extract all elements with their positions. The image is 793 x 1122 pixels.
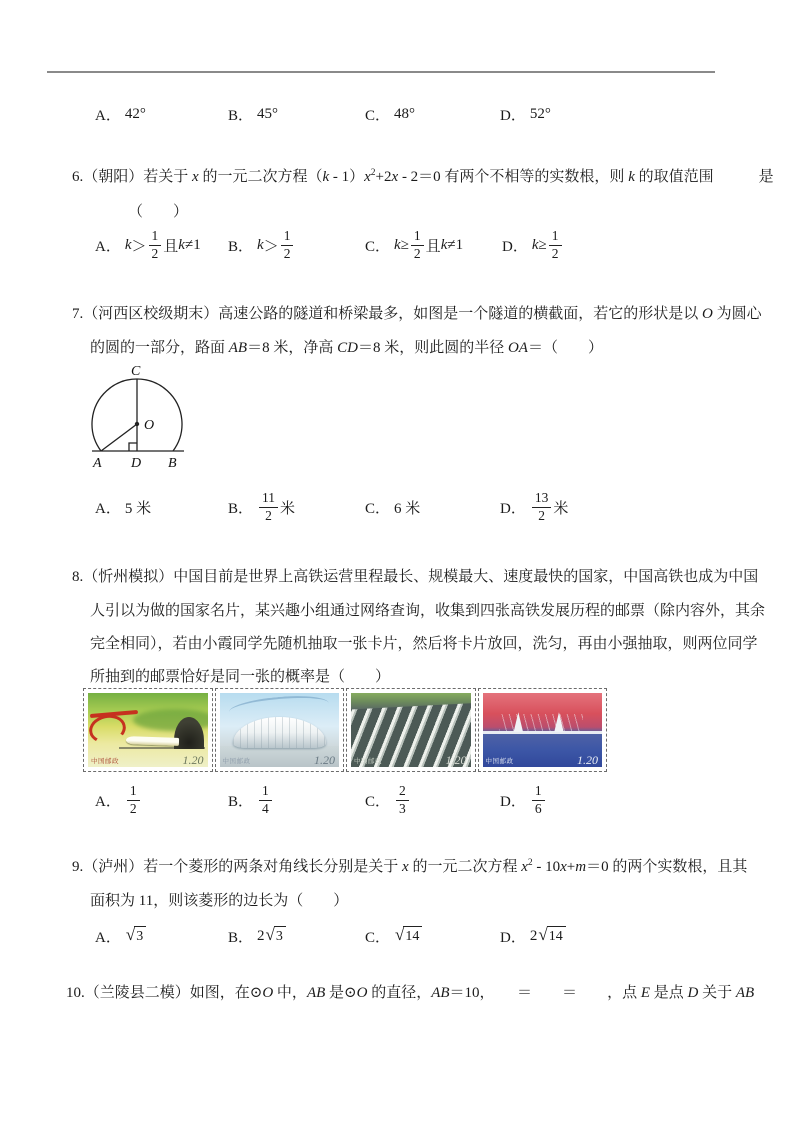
stamp-art-station [220,693,340,767]
fraction-denominator: 2 [538,507,545,523]
fraction [127,784,140,817]
fraction [149,229,162,262]
q8-option-c [365,781,411,819]
radical-sign: √ [538,925,548,945]
option-label: B． [228,929,254,946]
math-operator: ≥ [538,236,547,253]
option-label: D． [500,793,526,810]
option-label: A． [95,107,121,124]
label-d: D [131,456,142,471]
text-segment: ＝（ ） [527,340,603,356]
math-variable: OA [507,340,528,356]
dome-ribs [233,717,326,748]
fraction-numerator: 1 [281,229,294,246]
q5-option-b [228,104,278,124]
square-root [538,926,565,945]
fraction-denominator: 2 [551,245,559,261]
page-top-divider [47,71,715,73]
text-segment: 人引以为做的国家名片，某兴趣小组通过网络查询，收集到四张高铁发展历程的邮票（除内容外，其余 [90,603,766,619]
math-operator: ＞ [131,238,147,255]
station-dome [233,717,326,748]
stamp-art-sea-bridge [483,693,603,767]
segment-oa [101,424,137,451]
math-variable: k [178,236,185,253]
tunnel-circle-figure [74,364,204,482]
text-segment: 7.（河西区校级期末）高速公路的隧道和桥梁最多，如图是一个隧道的横截面，若它的形状是以 [72,306,703,322]
text-segment: 关于 [698,985,736,1001]
math-variable: AB [735,985,755,1001]
fraction-numerator: 2 [396,784,409,801]
denomination-text: 1.20 [182,753,204,767]
option-label: B． [228,107,254,124]
text-segment: 的直径， [367,985,432,1001]
q6-options-row [0,226,793,264]
radical-sign: √ [125,925,136,945]
math-variable: x [364,169,371,185]
math-operator: ≠1 [447,236,464,253]
stamp-art-tunnel-train [88,693,208,767]
q7-options-row [0,488,793,526]
q6-option-d [502,226,564,264]
q7-option-a [95,488,151,526]
fraction-denominator: 2 [265,507,272,523]
q8-text-line2 [90,601,765,622]
math-variable: k [322,169,330,185]
denomination-text: 1.20 [314,753,335,767]
option-value: 52° [529,105,551,122]
fraction-denominator: 2 [413,245,421,261]
text-segment: ，点 [607,985,641,1001]
fraction-denominator: 3 [399,800,406,816]
fraction [532,784,545,817]
q7-text-line2 [90,338,603,359]
q10-text-line1 [66,983,754,1004]
option-label: D． [502,238,528,255]
math-operator: ≥ [400,236,409,253]
math-variable: k [394,236,401,253]
bridge-deck [483,731,603,734]
math-variable: CD [337,340,358,356]
fraction [396,784,409,817]
math-variable: k [531,236,539,253]
fraction-denominator: 2 [283,245,291,261]
text-segment: + [566,859,576,875]
text-segment: ＝0 的两个实数根，且其 [586,859,748,875]
option-value: 5 米 [124,500,152,517]
denomination-text: 1.20 [577,753,598,767]
fraction-numerator: 1 [127,784,140,801]
fraction-numerator: 1 [149,229,162,246]
text-segment: 10.（兰陵县二模）如图，在⊙ [66,985,263,1001]
math-variable: D [687,985,699,1001]
text-segment: 且 [163,238,179,255]
fraction-numerator: 1 [411,229,424,246]
option-unit: 米 [553,500,569,517]
math-variable: x [521,859,528,875]
fraction [281,229,294,262]
q5-options-row [0,104,793,124]
option-label: C． [365,107,391,124]
label-o: O [144,418,155,433]
text-segment: - 1） [329,169,365,185]
option-value: 48° [394,105,416,122]
text-segment: 所抽到的邮票恰好是同一张的概率是（ ） [90,669,391,685]
option-label: B． [228,500,254,517]
q9-option-b [228,924,286,948]
math-variable: AB [228,340,248,356]
postal-text: 中国邮政 [91,757,119,765]
q8-text-line4 [90,667,390,688]
fraction [549,229,562,262]
q9-text-line2 [90,891,348,912]
fraction-numerator: 13 [532,491,552,508]
q5-option-c [365,104,415,124]
square-root [126,926,146,945]
math-operator: ＞ [263,238,279,255]
option-label: C． [365,929,391,946]
option-label: D． [500,929,526,946]
q9-option-a [95,924,146,948]
radicand: 14 [547,926,566,945]
option-label: D． [500,107,526,124]
radical-coefficient: 2 [257,927,265,944]
stamp-green-tunnel-train [83,688,213,772]
fraction [411,229,424,262]
math-variable: E [640,985,650,1001]
math-variable: x [560,859,567,875]
text-segment: 的取值范围 [634,169,759,185]
text-segment: 完全相同），若由小霞同学先随机抽取一张卡片，然后将卡片放回，洗匀，再由小强抽取，则两位同学 [90,636,758,652]
q9-option-d [500,924,566,948]
text-segment: 的一元二次方程（ [198,169,323,185]
text-segment: ＝8 米，净高 [247,340,338,356]
math-variable: O [356,985,368,1001]
math-variable: AB [431,985,450,1001]
option-value: 42° [124,105,146,122]
q8-option-d [500,781,547,819]
option-label: C． [365,500,391,517]
square-root [266,926,286,945]
radicand: 14 [403,926,422,945]
postal-text: 中国邮政 [354,757,382,765]
text-segment: 的一元二次方程 [408,859,522,875]
q7-option-d [500,488,568,526]
right-angle-mark [129,443,137,451]
math-variable: k [257,236,264,253]
text-segment: 6.（朝阳）若关于 [72,169,193,185]
math-variable: x [402,859,409,875]
stamp-railway-station [215,688,345,772]
math-variable: k [124,236,132,253]
option-label: A． [95,793,121,810]
text-segment: 面积为 11，则该菱形的边长为（ ） [90,893,349,909]
text-segment: 9.（泸州）若一个菱形的两条对角线长分别是关于 [72,859,403,875]
fraction [532,491,552,524]
fraction-numerator: 1 [532,784,545,801]
q6-option-a [95,226,201,264]
stamp-sea-bridge [478,688,608,772]
label-b: B [168,456,177,471]
radicand: 3 [134,926,146,945]
q8-text-line3 [90,634,758,655]
stamp-strip [83,688,607,772]
math-variable: k [628,169,635,185]
text-segment: 是 [758,169,774,185]
text-segment: +2 [375,169,392,185]
label-a: A [93,456,102,471]
q6-option-c [365,226,463,264]
option-label: C． [365,238,391,255]
fraction-numerator: 1 [259,784,272,801]
text-segment: ＝8 米，则此圆的半径 [357,340,508,356]
math-variable: x [391,169,399,185]
denomination-text: 1.20 [445,753,467,767]
fraction-numerator: 11 [259,491,278,508]
square-root [395,926,422,945]
option-label: B． [228,238,254,255]
q7-option-c [365,488,420,526]
q9-text-line1 [72,857,747,878]
stamp-train-fleet [346,688,476,772]
option-label: B． [228,793,254,810]
math-variable: x [192,169,199,185]
text-segment: （ ） [128,204,189,220]
text-segment: 是点 [650,985,688,1001]
text-segment: 且 [425,238,441,255]
center-point-o [135,422,139,426]
option-value: 6 米 [394,500,421,517]
stamp-art-train-fleet [351,693,471,767]
arc-equality-blanks: ＝ ＝ [487,985,608,1001]
radical-sign: √ [395,925,405,945]
radical-sign: √ [265,925,275,945]
text-segment: 8.（忻州模拟）中国目前是世界上高铁运营里程最长、规模最大、速度最快的国家，中国高铁也成为中国 [72,569,759,585]
text-segment: 为圆心 [712,306,762,322]
option-unit: 米 [280,500,296,517]
text-segment: 的圆的一部分，路面 [90,340,229,356]
q8-option-b [228,781,274,819]
fraction-denominator: 2 [151,245,159,261]
option-label: A． [95,500,121,517]
q5-option-a [95,104,146,124]
math-variable: O [702,306,713,322]
math-variable: k [440,236,448,253]
radical-coefficient: 2 [529,927,538,944]
option-value: 45° [257,105,279,122]
q8-text-line1 [72,567,758,588]
text-segment: 是⊙ [325,985,357,1001]
fraction-denominator: 4 [262,800,269,816]
option-label: C． [365,793,391,810]
math-variable: O [262,985,274,1001]
q6-option-b [228,226,295,264]
postal-text: 中国邮政 [485,757,514,765]
math-variable: AB [306,985,326,1001]
text-segment: 中， [273,985,307,1001]
math-exponent: 2 [370,168,376,178]
option-label: D． [500,500,526,517]
train-shape [126,737,179,747]
postal-text: 中国邮政 [222,757,251,765]
bridge-cables [499,714,583,733]
q7-text-line1 [72,304,762,325]
text-segment: - 2＝0 有两个不相等的实数根，则 [398,169,629,185]
fraction-denominator: 2 [129,800,137,816]
radicand: 3 [274,926,286,945]
q8-option-a [95,781,142,819]
fraction-numerator: 1 [549,229,562,246]
text-segment: - 10 [532,859,561,875]
q8-options-row [0,781,793,819]
label-c: C [131,364,141,379]
q9-option-c [365,924,422,948]
option-label: A． [95,929,121,946]
q6-answer-parens [128,202,188,223]
math-operator: ≠1 [184,236,201,253]
q9-options-row [0,924,793,948]
text-segment: ＝10， [449,985,488,1001]
fraction-denominator: 6 [534,800,542,816]
q5-option-d [500,104,551,124]
q7-option-b [228,488,295,526]
math-variable: m [575,859,587,875]
q6-text-line1 [72,167,774,188]
fraction [259,491,278,524]
math-exponent: 2 [527,858,533,868]
option-label: A． [95,238,121,255]
fraction [259,784,272,817]
